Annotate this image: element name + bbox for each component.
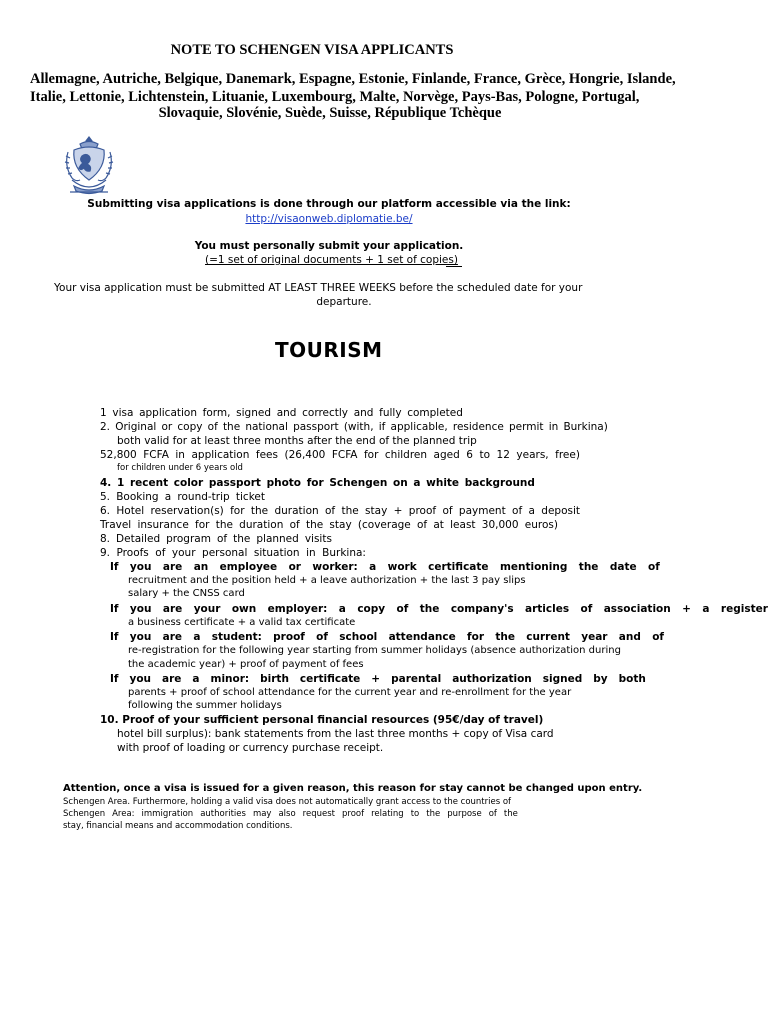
list-item-5: 5. Booking a round-trip ticket bbox=[100, 491, 265, 503]
list-item-8: 8. Detailed program of the planned visits bbox=[100, 533, 332, 545]
three-weeks-line-1: Your visa application must be submitted AT LEAST THREE WEEKS before the scheduled date for your bbox=[54, 282, 583, 294]
underline-rule bbox=[446, 254, 462, 267]
situation-minor: If you are a minor: birth certificate + parental authorization signed by both bbox=[110, 673, 646, 685]
copies-text: (=1 set of original documents + 1 set of copies) bbox=[205, 254, 458, 266]
attention-notice: Attention, once a visa is issued for a given reason, this reason for stay cannot be changed upon entry. bbox=[63, 783, 643, 794]
situation-student-cont-2: the academic year) + proof of payment of fees bbox=[128, 659, 364, 670]
three-weeks-line-2: departure. bbox=[316, 296, 372, 308]
situation-minor-cont-1: parents + proof of school attendance for the current year and re-enrollment for the year bbox=[128, 687, 572, 698]
list-item-9: 9. Proofs of your personal situation in Burkina: bbox=[100, 547, 366, 559]
list-item-1: 1 visa application form, signed and correctly and fully completed bbox=[100, 407, 463, 419]
situation-employee-cont-1: recruitment and the position held + a leave authorization + the last 3 pay slips bbox=[128, 575, 526, 586]
list-item-3: 52,800 FCFA in application fees (26,400 FCFA for children aged 6 to 12 years, free) bbox=[100, 449, 580, 461]
list-item-7: Travel insurance for the duration of the stay (coverage of at least 30,000 euros) bbox=[100, 519, 558, 531]
situation-minor-cont-2: following the summer holidays bbox=[128, 700, 282, 711]
list-item-6: 6. Hotel reservation(s) for the duration of the stay + proof of payment of a deposit bbox=[100, 505, 580, 517]
submit-text: Submitting visa applications is done through our platform accessible via the link: bbox=[87, 198, 571, 210]
list-item-10: 10. Proof of your sufficient personal financial resources (95€/day of travel) bbox=[100, 714, 544, 726]
page-title: NOTE TO SCHENGEN VISA APPLICANTS bbox=[170, 42, 454, 58]
footer-line-2: Schengen Area. Furthermore, holding a valid visa does not automatically grant access to the countries of bbox=[63, 797, 512, 807]
list-item-10-cont-1: hotel bill surplus): bank statements from the last three months + copy of Visa card bbox=[117, 728, 554, 740]
personal-submit-text: You must personally submit your application. bbox=[194, 240, 464, 252]
countries-line-3: Slovaquie, Slovénie, Suède, Suisse, République Tchèque bbox=[158, 105, 502, 121]
situation-employer-cont: a business certificate + a valid tax certificate bbox=[128, 617, 356, 628]
countries-line-1: Allemagne, Autriche, Belgique, Danemark, Espagne, Estonie, Finlande, France, Grèce, Hongrie, Islande, bbox=[30, 71, 676, 87]
visa-platform-link[interactable]: http://visaonweb.diplomatie.be/ bbox=[245, 213, 413, 225]
visa-link-wrapper bbox=[54, 213, 604, 225]
situation-student-cont-1: re-registration for the following year starting from summer holidays (absence authorization during bbox=[128, 645, 621, 656]
list-item-2-continued: both valid for at least three months after the end of the planned trip bbox=[117, 435, 477, 447]
situation-employee: If you are an employee or worker: a work certificate mentioning the date of bbox=[110, 561, 660, 573]
list-item-4: 4. 1 recent color passport photo for Schengen on a white background bbox=[100, 477, 535, 489]
belgian-coat-of-arms-icon bbox=[60, 134, 118, 198]
situation-employer: If you are your own employer: a copy of the company's articles of association + a register bbox=[110, 603, 768, 615]
footer-line-3: Schengen Area: immigration authorities may also request proof relating to the purpose of the bbox=[63, 809, 518, 819]
section-title-tourism: TOURISM bbox=[275, 338, 383, 362]
list-item-10-cont-2: with proof of loading or currency purchase receipt. bbox=[117, 742, 384, 754]
countries-line-2: Italie, Lettonie, Lichtenstein, Lituanie, Luxembourg, Malte, Norvège, Pays-Bas, Pologne, Portugal, bbox=[30, 89, 640, 105]
situation-student: If you are a student: proof of school attendance for the current year and of bbox=[110, 631, 664, 643]
situation-employee-cont-2: salary + the CNSS card bbox=[128, 588, 245, 599]
list-item-2: 2. Original or copy of the national passport (with, if applicable, residence permit in Burkina) bbox=[100, 421, 608, 433]
list-item-3-continued: for children under 6 years old bbox=[117, 463, 243, 473]
footer-line-4: stay, financial means and accommodation conditions. bbox=[63, 821, 293, 831]
